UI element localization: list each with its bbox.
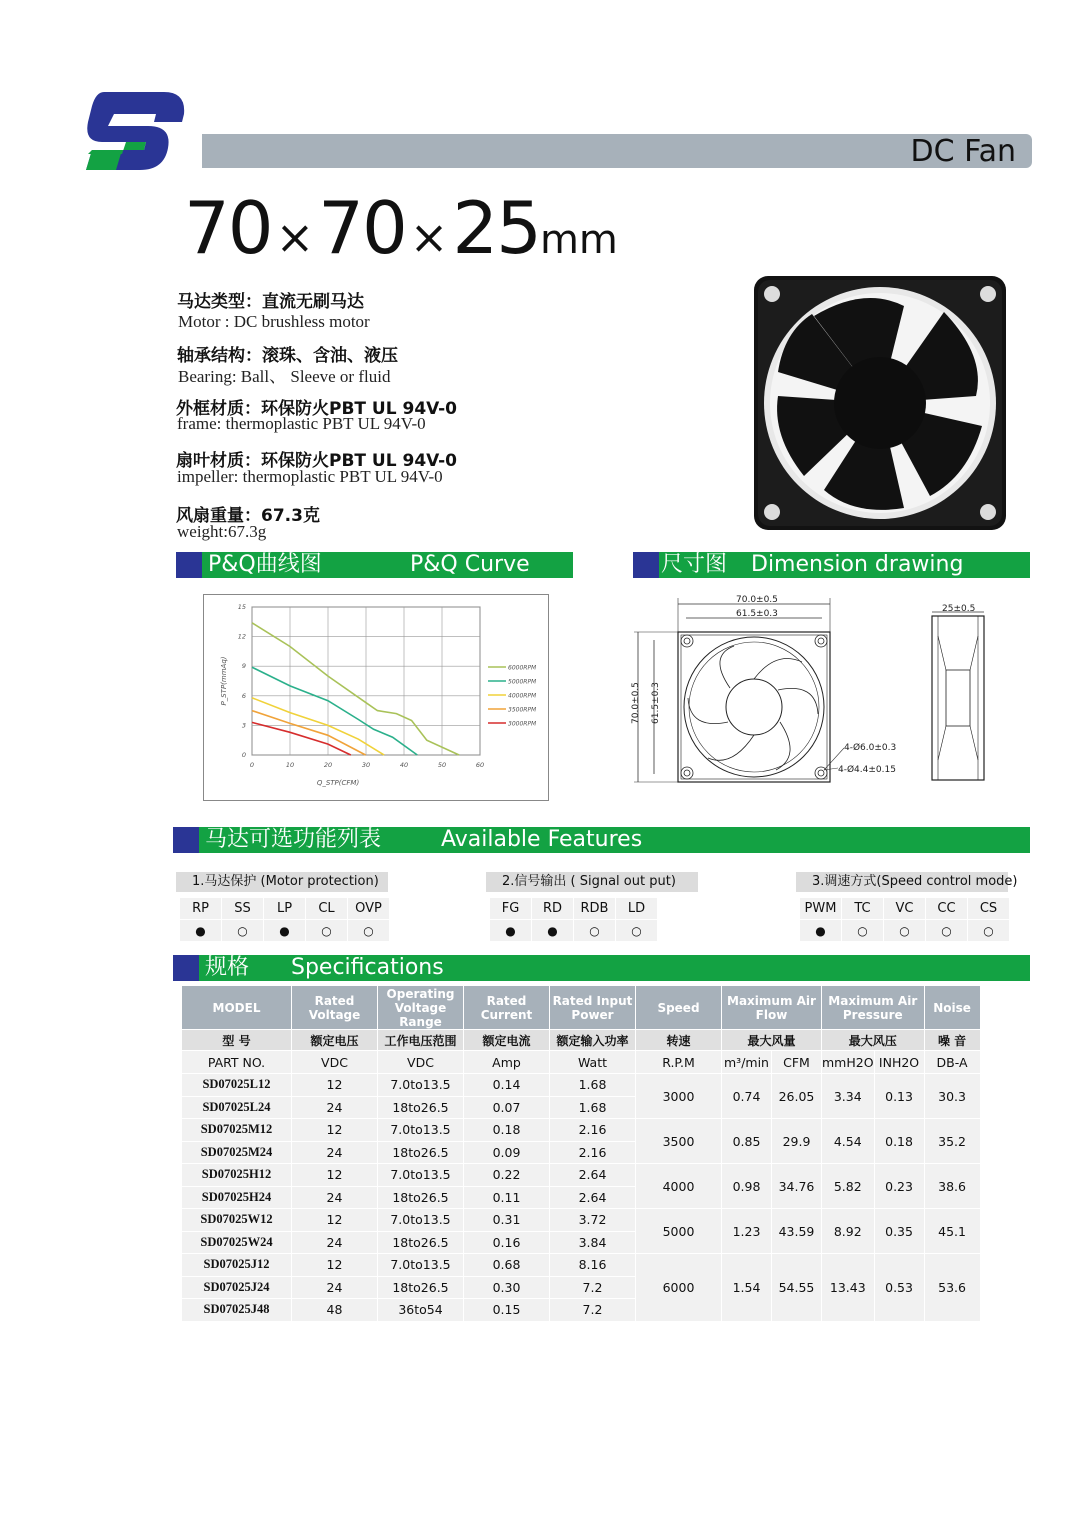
table-body (182, 1074, 981, 1322)
y-tick-label: 9 (241, 662, 246, 671)
feature-code: CC (926, 898, 968, 920)
header-cn: 最大风压 (822, 1030, 925, 1051)
feature-mark: ○ (616, 920, 658, 942)
x-tick-label: 40 (399, 761, 409, 769)
model-cell: SD07025W24 (182, 1231, 292, 1254)
x-tick-label: 30 (361, 761, 371, 769)
feature-group-title-speed-control: 3.调速方式(Speed control mode) (796, 872, 1008, 892)
mmh2o-cell: 4.54 (822, 1119, 875, 1164)
table-cell: 24 (292, 1186, 378, 1209)
model-cell: SD07025L24 (182, 1096, 292, 1119)
feature-code: RDB (574, 898, 616, 920)
specs-section-header (173, 955, 1030, 981)
table-cell: 18to26.5 (378, 1186, 464, 1209)
inh2o-cell: 0.18 (874, 1119, 924, 1164)
feature-mark: ● (264, 920, 306, 942)
feature-mark: ○ (222, 920, 264, 942)
size-height: 70 (318, 186, 406, 270)
header-rated-current: Rated Current (464, 986, 550, 1030)
table-cell: 3.84 (550, 1231, 636, 1254)
spec-impeller-en: impeller: thermoplastic PBT UL 94V-0 (177, 467, 443, 486)
unit-cell: CFM (772, 1051, 822, 1074)
table-row (182, 1254, 981, 1277)
table-cell: 7.0to13.5 (378, 1209, 464, 1232)
feature-code: LD (616, 898, 658, 920)
x-tick-label: 0 (249, 761, 255, 769)
noise-cell: 53.6 (924, 1254, 980, 1322)
size-width: 70 (184, 186, 272, 270)
pq-section-header (176, 552, 573, 578)
dim-hole-pitch: 61.5±0.3 (736, 609, 778, 619)
table-cell: 0.30 (464, 1276, 550, 1299)
table-cell: 18to26.5 (378, 1096, 464, 1119)
feature-group-title-signal-output: 2.信号输出 ( Signal out put) (486, 872, 698, 892)
legend-label: 6000RPM (508, 664, 537, 672)
size-depth: 25 (452, 186, 540, 270)
header-cn: 噪 音 (924, 1030, 980, 1051)
mmh2o-cell: 8.92 (822, 1209, 875, 1254)
table-cell: 7.2 (550, 1299, 636, 1322)
table-header-row (182, 986, 981, 1030)
model-cell: SD07025L12 (182, 1074, 292, 1097)
spec-table (181, 985, 981, 1322)
unit-cell: VDC (292, 1051, 378, 1074)
feature-group-title-motor-protection: 1.马达保护 (Motor protection) (176, 872, 388, 892)
unit-cell: PART NO. (182, 1051, 292, 1074)
table-row (182, 1119, 981, 1142)
feature-mark: ● (180, 920, 222, 942)
header-cn: 额定输入功率 (550, 1030, 636, 1051)
table-cell: 12 (292, 1074, 378, 1097)
header-cn: 工作电压范围 (378, 1030, 464, 1051)
legend-label: 4000RPM (508, 692, 537, 700)
section-marker (173, 955, 199, 981)
header-rated-power: Rated Input Power (550, 986, 636, 1030)
feature-mark: ○ (968, 920, 1010, 942)
table-cell: 0.11 (464, 1186, 550, 1209)
header-cn: 额定电压 (292, 1030, 378, 1051)
feature-mark: ○ (842, 920, 884, 942)
table-cell: 0.31 (464, 1209, 550, 1232)
cfm-cell: 43.59 (772, 1209, 822, 1254)
table-cell: 2.64 (550, 1164, 636, 1187)
table-cell: 2.16 (550, 1119, 636, 1142)
legend-label: 3000RPM (508, 720, 537, 728)
header-cn: 型 号 (182, 1030, 292, 1051)
table-cell: 3.72 (550, 1209, 636, 1232)
speed-cell: 5000 (636, 1209, 722, 1254)
speed-cell: 4000 (636, 1164, 722, 1209)
product-type-bar (202, 134, 1032, 168)
feature-mark: ● (490, 920, 532, 942)
table-header-cn-row (182, 1030, 981, 1051)
table-cell: 0.18 (464, 1119, 550, 1142)
m3-cell: 1.54 (722, 1254, 772, 1322)
section-marker (176, 552, 202, 578)
cfm-cell: 26.05 (772, 1074, 822, 1119)
spec-motor-cn: 马达类型：直流无刷马达 (177, 292, 364, 312)
model-cell: SD07025W12 (182, 1209, 292, 1232)
feature-code: CL (306, 898, 348, 920)
model-cell: SD07025M12 (182, 1119, 292, 1142)
feature-code: CS (968, 898, 1010, 920)
table-cell: 0.22 (464, 1164, 550, 1187)
feature-mark: ● (532, 920, 574, 942)
table-cell: 18to26.5 (378, 1231, 464, 1254)
unit-cell: VDC (378, 1051, 464, 1074)
noise-cell: 38.6 (924, 1164, 980, 1209)
header-cn: 最大风量 (722, 1030, 822, 1051)
header-max-air-flow: Maximum Air Flow (722, 986, 822, 1030)
feature-mark: ● (800, 920, 842, 942)
legend-label: 5000RPM (508, 678, 537, 686)
inh2o-cell: 0.13 (874, 1074, 924, 1119)
specs-title-en: Specifications (291, 955, 444, 980)
x-tick-label: 50 (437, 761, 447, 769)
dim-hole-small: 4-Ø4.4±0.15 (838, 765, 896, 775)
unit-cell: R.P.M (636, 1051, 722, 1074)
header-noise: Noise (924, 986, 980, 1030)
x-axis-label: Q_STP(CFM) (316, 779, 360, 787)
feature-mark: ○ (348, 920, 390, 942)
feature-grid-speed-control (800, 898, 1010, 942)
noise-cell: 35.2 (924, 1119, 980, 1164)
y-axis-label: P_STP(mmAq) (220, 656, 228, 706)
table-cell: 12 (292, 1164, 378, 1187)
spec-bearing-cn: 轴承结构：滚珠、含油、液压 (177, 346, 398, 366)
table-cell: 24 (292, 1231, 378, 1254)
legend-label: 3500RPM (508, 706, 537, 714)
speed-cell: 3000 (636, 1074, 722, 1119)
header-cn: 额定电流 (464, 1030, 550, 1051)
table-cell: 7.0to13.5 (378, 1074, 464, 1097)
table-cell: 0.07 (464, 1096, 550, 1119)
series-line-3500RPM (252, 711, 366, 755)
dim-title-en: Dimension drawing (751, 552, 964, 577)
pq-chart-svg (204, 595, 548, 800)
table-unit-row (182, 1051, 981, 1074)
feature-grid-motor-protection (180, 898, 390, 942)
dim-hole-pitch-v: 61.5±0.3 (651, 682, 661, 724)
size-title (184, 186, 618, 270)
spec-motor-en: Motor : DC brushless motor (178, 312, 370, 331)
table-cell: 7.0to13.5 (378, 1164, 464, 1187)
header-cn: 转速 (636, 1030, 722, 1051)
unit-cell: INH2O (874, 1051, 924, 1074)
y-tick-label: 6 (241, 691, 246, 700)
spec-impeller-cn: 扇叶材质：环保防火PBT UL 94V-0 (176, 451, 457, 471)
x-tick-label: 10 (285, 761, 295, 769)
feature-code: RD (532, 898, 574, 920)
unit-cell: Amp (464, 1051, 550, 1074)
x-tick-label: 60 (475, 761, 485, 769)
feature-code: VC (884, 898, 926, 920)
table-cell: 0.68 (464, 1254, 550, 1277)
dim-title-cn: 尺寸图 (661, 552, 728, 577)
unit-cell: mmH2O (822, 1051, 875, 1074)
table-cell: 24 (292, 1276, 378, 1299)
pq-title-en: P&Q Curve (410, 552, 530, 577)
unit-cell: Watt (550, 1051, 636, 1074)
feature-code: OVP (348, 898, 390, 920)
dim-hole-large: 4-Ø6.0±0.3 (844, 743, 897, 753)
header-operating-range: Operating Voltage Range (378, 986, 464, 1030)
cfm-cell: 34.76 (772, 1164, 822, 1209)
series-line-6000RPM (252, 623, 459, 755)
feature-code: PWM (800, 898, 842, 920)
model-cell: SD07025M24 (182, 1141, 292, 1164)
inh2o-cell: 0.23 (874, 1164, 924, 1209)
speed-cell: 6000 (636, 1254, 722, 1322)
features-title-cn: 马达可选功能列表 (205, 827, 382, 852)
table-cell: 8.16 (550, 1254, 636, 1277)
cfm-cell: 29.9 (772, 1119, 822, 1164)
mmh2o-cell: 13.43 (822, 1254, 875, 1322)
dim-outer-height: 70.0±0.5 (631, 682, 641, 724)
feature-code: LP (264, 898, 306, 920)
table-row (182, 1209, 981, 1232)
section-marker (173, 827, 199, 853)
table-cell: 36to54 (378, 1299, 464, 1322)
pq-title-cn: P&Q曲线图 (208, 552, 322, 577)
table-cell: 24 (292, 1096, 378, 1119)
table-cell: 2.64 (550, 1186, 636, 1209)
table-cell: 12 (292, 1254, 378, 1277)
mmh2o-cell: 3.34 (822, 1074, 875, 1119)
unit-cell: DB-A (924, 1051, 980, 1074)
table-row (182, 1074, 981, 1097)
table-cell: 0.15 (464, 1299, 550, 1322)
feature-mark: ○ (574, 920, 616, 942)
size-unit: mm (539, 217, 618, 263)
fan-photo (754, 276, 1006, 530)
feature-grid-signal-output (490, 898, 658, 942)
model-cell: SD07025H12 (182, 1164, 292, 1187)
dim-depth: 25±0.5 (942, 604, 976, 614)
model-cell: SD07025J48 (182, 1299, 292, 1322)
table-cell: 48 (292, 1299, 378, 1322)
unit-cell: m³/min (722, 1051, 772, 1074)
inh2o-cell: 0.53 (874, 1254, 924, 1322)
company-logo (86, 92, 188, 170)
feature-code: RP (180, 898, 222, 920)
noise-cell: 30.3 (924, 1074, 980, 1119)
table-cell: 1.68 (550, 1074, 636, 1097)
m3-cell: 0.98 (722, 1164, 772, 1209)
m3-cell: 1.23 (722, 1209, 772, 1254)
table-cell: 7.0to13.5 (378, 1254, 464, 1277)
y-tick-label: 15 (237, 603, 246, 611)
spec-frame-cn: 外框材质：环保防火PBT UL 94V-0 (176, 399, 457, 419)
size-sep: × (275, 210, 315, 264)
header-model: MODEL (182, 986, 292, 1030)
m3-cell: 0.74 (722, 1074, 772, 1119)
dimension-drawing (626, 590, 996, 790)
speed-cell: 3500 (636, 1119, 722, 1164)
feature-code: TC (842, 898, 884, 920)
dim-outer-width: 70.0±0.5 (736, 595, 778, 605)
table-cell: 18to26.5 (378, 1141, 464, 1164)
spec-weight-en: weight:67.3g (177, 522, 267, 541)
feature-mark: ○ (306, 920, 348, 942)
features-section-header (173, 827, 1030, 853)
spec-weight-cn: 风扇重量：67.3克 (176, 506, 320, 526)
table-cell: 12 (292, 1119, 378, 1142)
table-cell: 18to26.5 (378, 1276, 464, 1299)
feature-code: FG (490, 898, 532, 920)
header-speed: Speed (636, 986, 722, 1030)
spec-bearing-en: Bearing: Ball、 Sleeve or fluid (178, 367, 391, 386)
series-line-4000RPM (252, 698, 384, 755)
table-cell: 0.16 (464, 1231, 550, 1254)
cfm-cell: 54.55 (772, 1254, 822, 1322)
table-cell: 12 (292, 1209, 378, 1232)
table-row (182, 1164, 981, 1187)
table-cell: 0.09 (464, 1141, 550, 1164)
table-cell: 2.16 (550, 1141, 636, 1164)
pq-chart (203, 594, 549, 801)
x-tick-label: 20 (323, 761, 333, 769)
header-max-air-pressure: Maximum Air Pressure (822, 986, 925, 1030)
mmh2o-cell: 5.82 (822, 1164, 875, 1209)
table-cell: 7.0to13.5 (378, 1119, 464, 1142)
spec-frame-en: frame: thermoplastic PBT UL 94V-0 (177, 414, 426, 433)
feature-mark: ○ (884, 920, 926, 942)
noise-cell: 45.1 (924, 1209, 980, 1254)
y-tick-label: 12 (237, 632, 246, 641)
model-cell: SD07025J12 (182, 1254, 292, 1277)
table-cell: 7.2 (550, 1276, 636, 1299)
table-cell: 0.14 (464, 1074, 550, 1097)
y-tick-label: 0 (241, 751, 246, 759)
m3-cell: 0.85 (722, 1119, 772, 1164)
feature-code: SS (222, 898, 264, 920)
features-title-en: Available Features (441, 827, 643, 852)
size-sep: × (409, 210, 449, 264)
specs-title-cn: 规格 (205, 955, 250, 980)
table-cell: 24 (292, 1141, 378, 1164)
inh2o-cell: 0.35 (874, 1209, 924, 1254)
model-cell: SD07025J24 (182, 1276, 292, 1299)
feature-mark: ○ (926, 920, 968, 942)
section-marker (633, 552, 659, 578)
y-tick-label: 3 (241, 721, 246, 730)
table-cell: 1.68 (550, 1096, 636, 1119)
product-type: DC Fan (910, 134, 1016, 169)
model-cell: SD07025H24 (182, 1186, 292, 1209)
header-rated-voltage: Rated Voltage (292, 986, 378, 1030)
dim-section-header (633, 552, 1030, 578)
